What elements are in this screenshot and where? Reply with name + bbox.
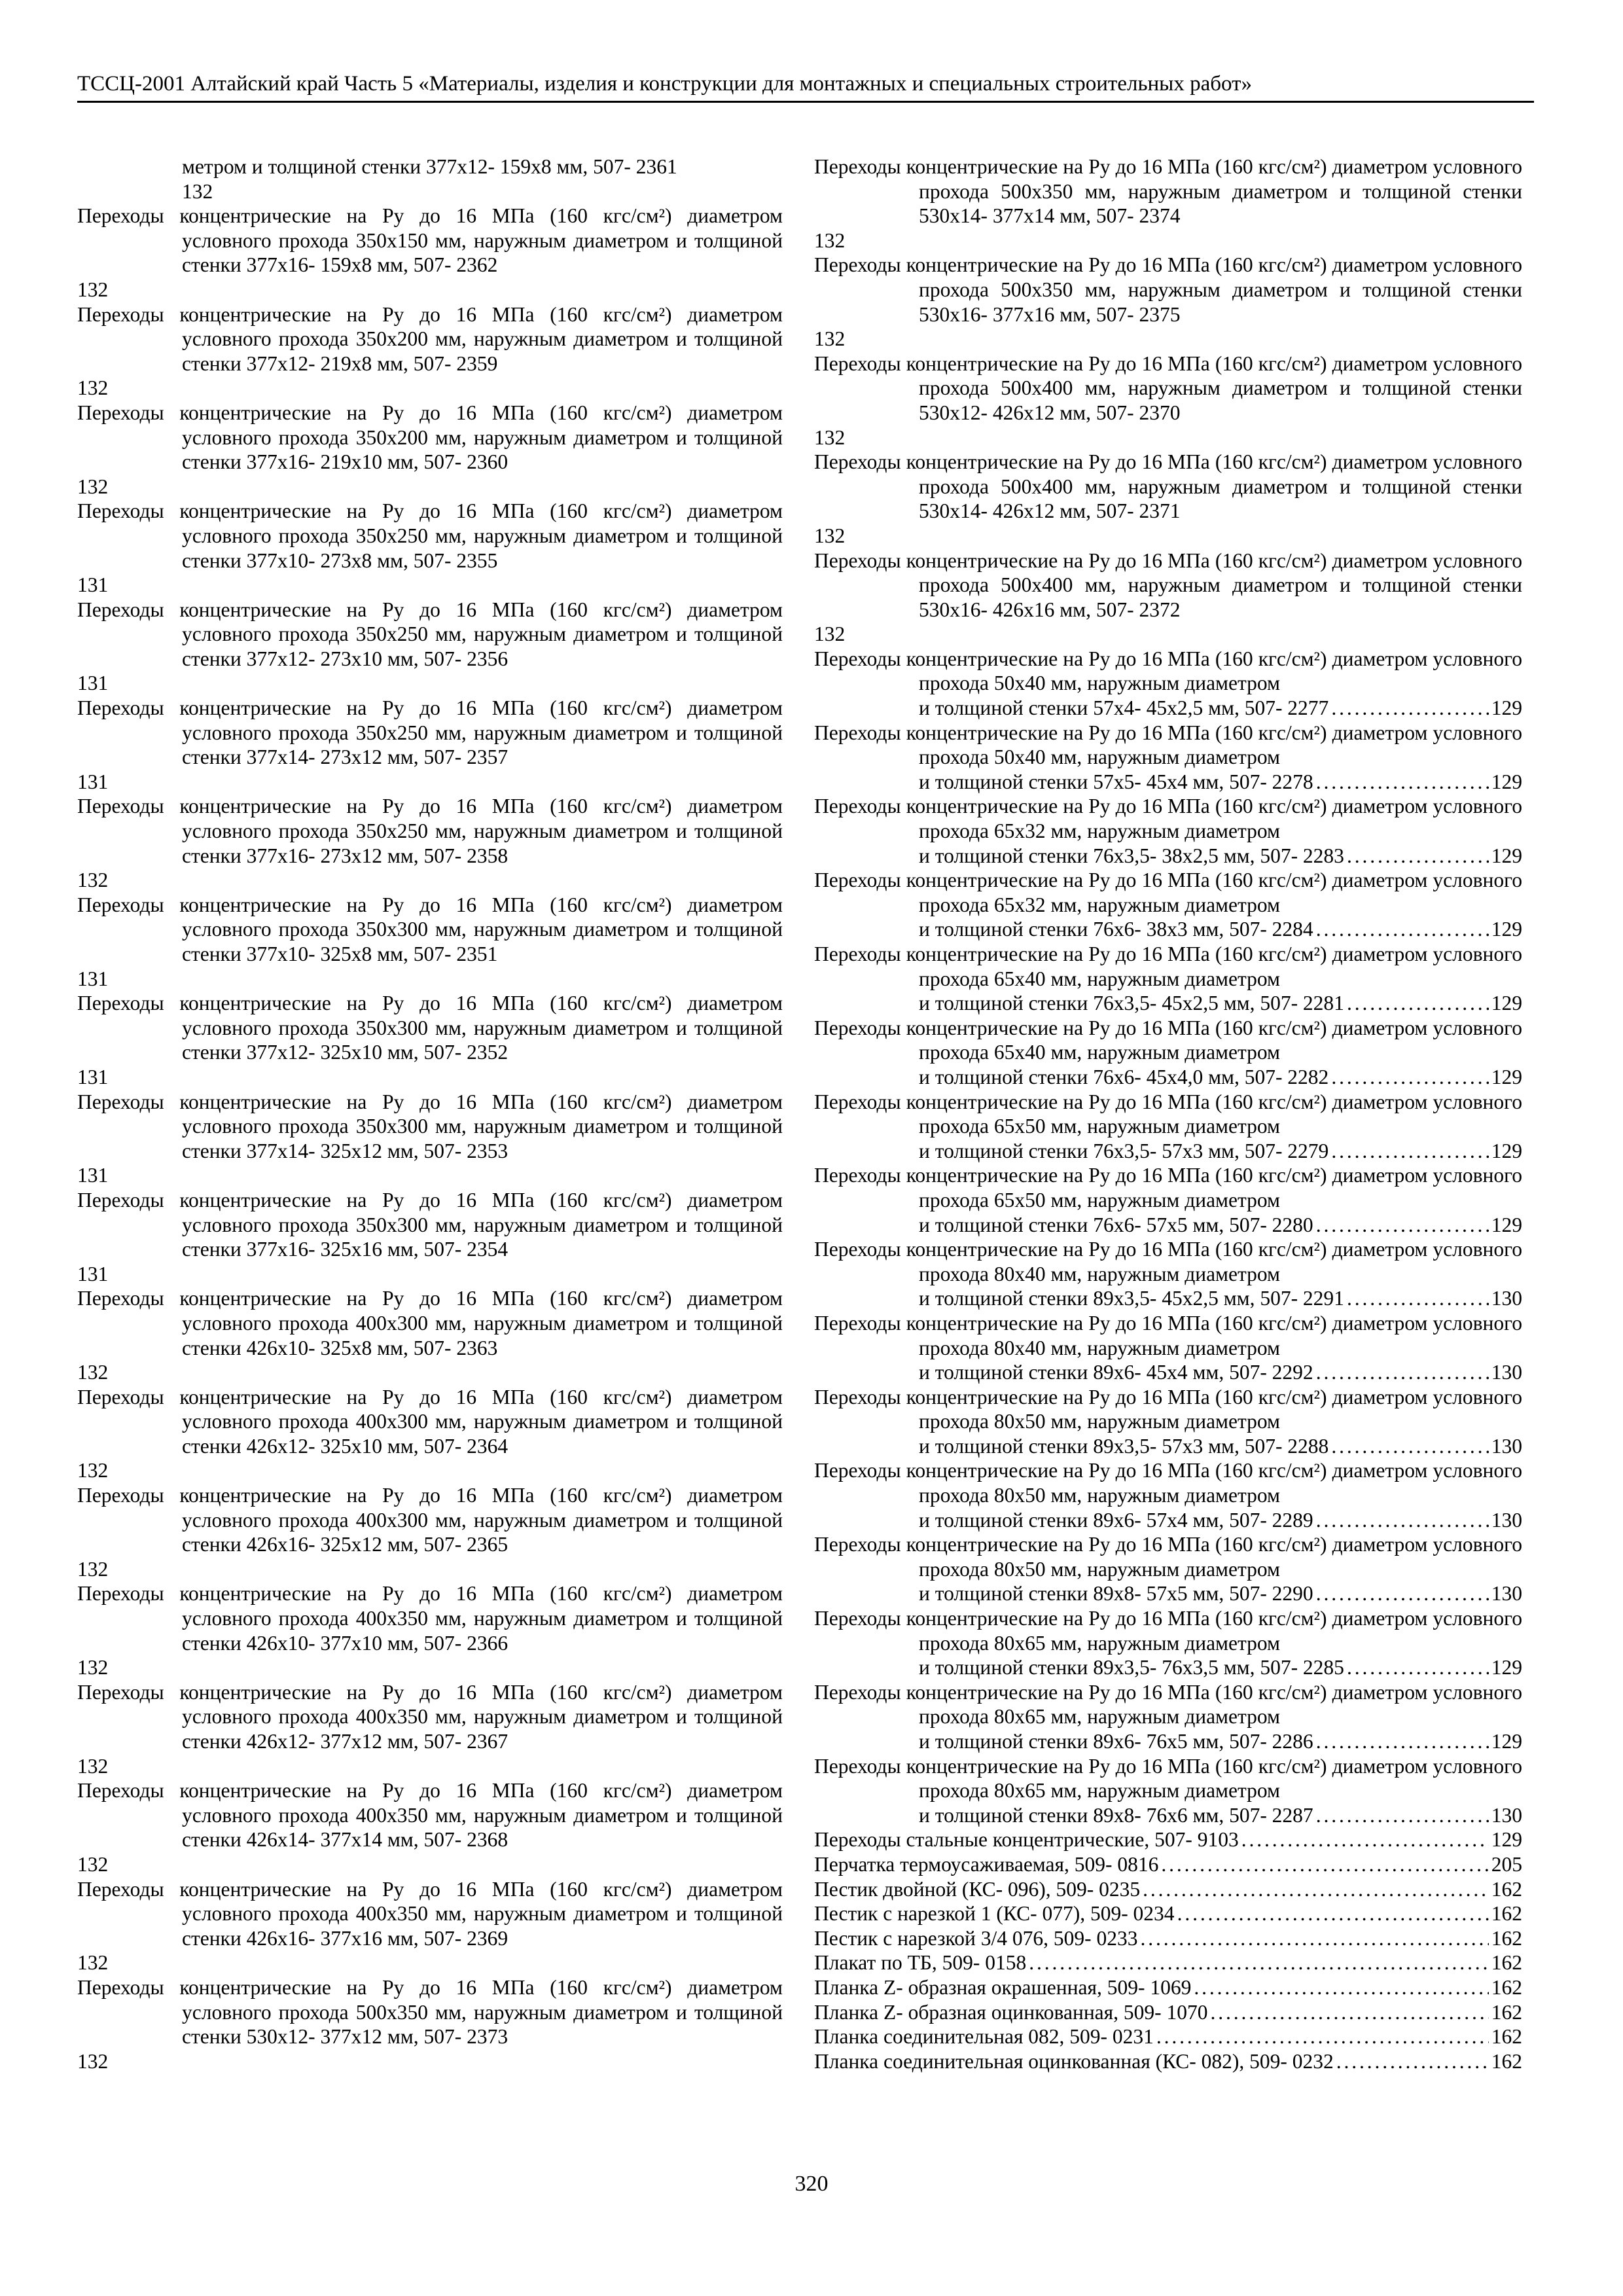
entry-text: Переходы концентрические на Ру до 16 МПа (160 кгс/см²) диаметром условного прохода 400x300 мм, наружным диаметром и толщиной стенки 426x10- 325x8 мм, 507- 2363 — [77, 1287, 783, 1359]
index-entry — [814, 942, 1522, 1016]
entry-tail: и толщиной стенки 89x3,5- 57x3 мм, 507- 2288 — [919, 1434, 1329, 1458]
leader-dots — [1347, 1655, 1489, 1680]
entry-last-line — [919, 1655, 1522, 1680]
entry-page: 129 — [1491, 1065, 1522, 1088]
entry-tail: и толщиной стенки 89x6- 76x5 мм, 507- 2286 — [919, 1730, 1313, 1753]
index-entry — [814, 2049, 1522, 2074]
entry-page: 132 — [814, 228, 846, 252]
index-entry — [77, 1581, 783, 1679]
entry-text: Переходы концентрические на Ру до 16 МПа (160 кгс/см²) диаметром условного прохода 350x300 мм, наружным диаметром и толщиной стенки 377x14- 325x12 мм, 507- 2353 — [77, 1090, 783, 1162]
entry-text: Переходы концентрические на Ру до 16 МПа (160 кгс/см²) диаметром условного прохода 65x50 мм, наружным диаметром — [814, 1090, 1522, 1138]
entry-page: 132 — [77, 1754, 109, 1778]
entry-text: Переходы концентрические на Ру до 16 МПа (160 кгс/см²) диаметром условного прохода 65x40 мм, наружным диаметром — [814, 1016, 1522, 1064]
entry-page: 130 — [1491, 1434, 1522, 1458]
entry-page: 132 — [77, 278, 109, 301]
index-entry — [814, 2000, 1522, 2025]
entry-page: 162 — [1491, 1877, 1522, 1901]
index-entry — [77, 1286, 783, 1384]
entry-last-line — [919, 844, 1522, 869]
entry-text: Переходы концентрические на Ру до 16 МПа (160 кгс/см²) диаметром условного прохода 400x300 мм, наружным диаметром и толщиной стенки 426x12- 325x10 мм, 507- 2364 — [77, 1385, 783, 1458]
index-entry — [814, 1975, 1522, 2000]
leader-dots — [1331, 1065, 1488, 1090]
entry-tail: и толщиной стенки 76x3,5- 57x3 мм, 507- 2279 — [919, 1139, 1329, 1162]
entry-text: Переходы концентрические на Ру до 16 МПа (160 кгс/см²) диаметром условного прохода 65x40 мм, наружным диаметром — [814, 942, 1522, 990]
entry-last-line — [919, 696, 1522, 721]
index-entry — [814, 1016, 1522, 1090]
index-entry — [814, 1385, 1522, 1459]
entry-page: 132 — [77, 869, 109, 892]
entry-text: Переходы концентрические на Ру до 16 МПа (160 кгс/см²) диаметром условного прохода 350x300 мм, наружным диаметром и толщиной стенки 377x12- 325x10 мм, 507- 2352 — [77, 992, 783, 1064]
entry-page: 132 — [814, 524, 846, 547]
index-entry — [77, 401, 783, 499]
page-number: 320 — [794, 2172, 829, 2196]
index-column-left — [77, 154, 783, 2073]
entry-text: Переходы концентрические на Ру до 16 МПа (160 кгс/см²) диаметром условного прохода 65x50 мм, наружным диаметром — [814, 1164, 1522, 1211]
entry-text: Переходы концентрические на Ру до 16 МПа (160 кгс/см²) диаметром условного прохода 400x350 мм, наружным диаметром и толщиной стенки 426x10- 377x10 мм, 507- 2366 — [77, 1582, 783, 1655]
entry-text: Переходы концентрические на Ру до 16 МПа (160 кгс/см²) диаметром условного прохода 65x32 мм, наружным диаметром — [814, 869, 1522, 916]
entry-tail: и толщиной стенки 89x8- 57x5 мм, 507- 2290 — [919, 1582, 1313, 1605]
entry-text: Переходы концентрические на Ру до 16 МПа (160 кгс/см²) диаметром условного прохода 50x40 мм, наружным диаметром — [814, 721, 1522, 769]
entry-page: 130 — [1491, 1287, 1522, 1310]
index-entry — [814, 548, 1522, 647]
entry-page: 129 — [1491, 992, 1522, 1015]
index-entry — [77, 1877, 783, 1975]
entry-tail: и толщиной стенки 76x6- 45x4,0 мм, 507- 2282 — [919, 1065, 1329, 1088]
index-entry — [814, 721, 1522, 795]
entry-page: 129 — [1491, 770, 1522, 793]
index-entry — [814, 1532, 1522, 1606]
index-entry — [814, 1606, 1522, 1680]
entry-text: Переходы концентрические на Ру до 16 МПа (160 кгс/см²) диаметром условного прохода 500x350 мм, наружным диаметром и толщиной стенки 530x12- 377x12 мм, 507- 2373 — [77, 1975, 783, 2049]
index-entry — [814, 1877, 1522, 1902]
entry-text: Переходы концентрические на Ру до 16 МПа (160 кгс/см²) диаметром условного прохода 80x40 мм, наружным диаметром — [814, 1238, 1522, 1285]
index-entry — [814, 1827, 1522, 1852]
entry-text: Перчатка термоусаживаемая, 509- 0816 — [814, 1852, 1159, 1876]
entry-text: Переходы концентрические на Ру до 16 МПа (160 кгс/см²) диаметром условного прохода 80x65 мм, наружным диаметром — [814, 1754, 1522, 1803]
entry-text: Переходы концентрические на Ру до 16 МПа (160 кгс/см²) диаметром условного прохода 400x350 мм, наружным диаметром и толщиной стенки 426x16- 377x16 мм, 507- 2369 — [77, 1877, 783, 1950]
leader-dots — [1161, 1852, 1488, 1877]
entry-text: Переходы концентрические на Ру до 16 МПа (160 кгс/см²) диаметром условного прохода 80x65 мм, наружным диаметром — [814, 1607, 1522, 1655]
entry-page: 205 — [1491, 1852, 1522, 1876]
entry-last-line — [919, 991, 1522, 1016]
index-column-right — [814, 154, 1522, 2073]
index-entry — [814, 253, 1522, 351]
leader-dots — [1143, 1877, 1489, 1902]
entry-text: Переходы концентрические на Ру до 16 МПа (160 кгс/см²) диаметром условного прохода 400x350 мм, наружным диаметром и толщиной стенки 426x14- 377x14 мм, 507- 2368 — [77, 1779, 783, 1852]
entry-last-line — [919, 770, 1522, 795]
entry-page: 162 — [1491, 2025, 1522, 2049]
leader-dots — [1316, 1729, 1489, 1754]
entry-page: 162 — [1491, 2000, 1522, 2024]
index-entry — [77, 204, 783, 302]
entry-page: 132 — [814, 425, 846, 449]
entry-text: Планка Z- образная оцинкованная, 509- 1070 — [814, 2000, 1208, 2024]
leader-dots — [1331, 696, 1488, 721]
entry-page: 131 — [77, 1164, 109, 1187]
entry-text: Переходы стальные концентрические, 507- 9103 — [814, 1828, 1239, 1852]
entry-last-line — [919, 1213, 1522, 1238]
entry-page: 129 — [1491, 844, 1522, 867]
entry-page: 129 — [1491, 918, 1522, 941]
entry-text: Переходы концентрические на Ру до 16 МПа (160 кгс/см²) диаметром условного прохода 400x300 мм, наружным диаметром и толщиной стенки 426x16- 325x12 мм, 507- 2365 — [77, 1484, 783, 1556]
entry-text: Пестик двойной (КС- 096), 509- 0235 — [814, 1877, 1141, 1901]
index-entry — [814, 1163, 1522, 1237]
index-entry — [814, 2024, 1522, 2049]
leader-dots — [1331, 1139, 1488, 1164]
entry-page: 162 — [1491, 1902, 1522, 1926]
entry-text: Переходы концентрические на Ру до 16 МПа (160 кгс/см²) диаметром условного прохода 350x300 мм, наружным диаметром и толщиной стенки 377x16- 325x16 мм, 507- 2354 — [77, 1188, 783, 1261]
entry-page: 130 — [1491, 1508, 1522, 1532]
entry-page: 132 — [77, 1459, 109, 1482]
index-entry — [814, 351, 1522, 450]
entry-page: 131 — [77, 1262, 109, 1285]
entry-tail: и толщиной стенки 76x6- 38x3 мм, 507- 2284 — [919, 918, 1313, 941]
entry-page: 132 — [182, 179, 213, 203]
entry-text: Переходы концентрические на Ру до 16 МПа (160 кгс/см²) диаметром условного прохода 80x40 мм, наружным диаметром — [814, 1311, 1522, 1359]
entry-text: Переходы концентрические на Ру до 16 МПа (160 кгс/см²) диаметром условного прохода 350x300 мм, наружным диаметром и толщиной стенки 377x10- 325x8 мм, 507- 2351 — [77, 893, 783, 965]
index-entry — [77, 893, 783, 991]
entry-page: 162 — [1491, 1975, 1522, 1999]
entry-text: метром и толщиной стенки 377x12- 159x8 мм, 507- 2361 — [182, 155, 677, 178]
entry-tail: и толщиной стенки 89x3,5- 76x3,5 мм, 507- 2285 — [919, 1656, 1344, 1679]
leader-dots — [1347, 991, 1489, 1016]
entry-text: Пестик с нарезкой 1 (КС- 077), 509- 0234 — [814, 1902, 1175, 1926]
leader-dots — [1331, 1434, 1488, 1459]
index-entry — [814, 154, 1522, 253]
index-entry — [77, 302, 783, 401]
index-entry — [814, 1311, 1522, 1385]
entry-text: Переходы концентрические на Ру до 16 МПа (160 кгс/см²) диаметром условного прохода 350x200 мм, наружным диаметром и толщиной стенки 377x16- 219x10 мм, 507- 2360 — [77, 401, 783, 474]
index-entry — [814, 1090, 1522, 1164]
entry-text: Переходы концентрические на Ру до 16 МПа (160 кгс/см²) диаметром условного прохода 80x50 мм, наружным диаметром — [814, 1385, 1522, 1433]
entry-tail: и толщиной стенки 57x4- 45x2,5 мм, 507- 2277 — [919, 696, 1329, 720]
entry-text: Переходы концентрические на Ру до 16 МПа (160 кгс/см²) диаметром условного прохода 500x350 мм, наружным диаметром и толщиной стенки 530x16- 377x16 мм, 507- 2375 — [814, 253, 1522, 326]
entry-tail: и толщиной стенки 76x3,5- 38x2,5 мм, 507- 2283 — [919, 844, 1344, 867]
entry-text: Планка соединительная оцинкованная (КС- 082), 509- 0232 — [814, 2049, 1334, 2073]
entry-page: 132 — [77, 2049, 109, 2073]
entry-text: Переходы концентрические на Ру до 16 МПа (160 кгс/см²) диаметром условного прохода 350x250 мм, наружным диаметром и толщиной стенки 377x10- 273x8 мм, 507- 2355 — [77, 499, 783, 572]
entry-last-line — [919, 1803, 1522, 1828]
entry-page: 132 — [77, 1361, 109, 1384]
entry-page: 162 — [1491, 1926, 1522, 1950]
index-entry — [77, 1778, 783, 1876]
entry-page: 132 — [77, 376, 109, 400]
entry-page: 129 — [1491, 1213, 1522, 1236]
entry-last-line — [919, 1065, 1522, 1090]
index-entry — [814, 1950, 1522, 1975]
leader-dots — [1316, 1581, 1489, 1606]
leader-dots — [1347, 844, 1489, 869]
entry-text: Переходы концентрические на Ру до 16 МПа (160 кгс/см²) диаметром условного прохода 350x250 мм, наружным диаметром и толщиной стенки 377x14- 273x12 мм, 507- 2357 — [77, 696, 783, 769]
index-entry — [814, 1852, 1522, 1877]
entry-text: Планка Z- образная окрашенная, 509- 1069 — [814, 1975, 1192, 1999]
entry-tail: и толщиной стенки 76x3,5- 45x2,5 мм, 507- 2281 — [919, 992, 1344, 1015]
entry-text: Переходы концентрические на Ру до 16 МПа (160 кгс/см²) диаметром условного прохода 65x32 мм, наружным диаметром — [814, 795, 1522, 843]
entry-last-line — [919, 1508, 1522, 1533]
entry-page: 130 — [1491, 1361, 1522, 1384]
leader-dots — [1194, 1975, 1488, 2000]
leader-dots — [1156, 2024, 1489, 2049]
entry-page: 132 — [77, 1951, 109, 1975]
entry-text: Переходы концентрические на Ру до 16 МПа (160 кгс/см²) диаметром условного прохода 80x50 мм, наружным диаметром — [814, 1533, 1522, 1581]
entry-page: 132 — [77, 475, 109, 498]
index-entry — [77, 499, 783, 597]
index-entry — [814, 794, 1522, 868]
entry-page: 131 — [77, 770, 109, 793]
entry-last-line — [919, 1139, 1522, 1164]
leader-dots — [1316, 1213, 1489, 1238]
index-entry — [77, 1680, 783, 1778]
leader-dots — [1336, 2049, 1489, 2074]
leader-dots — [1241, 1827, 1489, 1852]
index-entry — [814, 1458, 1522, 1532]
entry-text: Переходы концентрические на Ру до 16 МПа (160 кгс/см²) диаметром условного прохода 500x400 мм, наружным диаметром и толщиной стенки 530x12- 426x12 мм, 507- 2370 — [814, 351, 1522, 424]
entry-tail: и толщиной стенки 57x5- 45x4 мм, 507- 2278 — [919, 770, 1313, 793]
index-entry — [77, 991, 783, 1089]
entry-page: 162 — [1491, 1951, 1522, 1975]
running-header: ТССЦ-2001 Алтайский край Часть 5 «Материалы, изделия и конструкции для монтажных и специальных строительных работ» — [77, 71, 1534, 103]
index-entry — [814, 450, 1522, 548]
entry-last-line — [919, 1286, 1522, 1311]
index-entry — [77, 1385, 783, 1483]
index-entry — [814, 1237, 1522, 1311]
entry-text: Переходы концентрические на Ру до 16 МПа (160 кгс/см²) диаметром условного прохода 500x400 мм, наружным диаметром и толщиной стенки 530x14- 426x12 мм, 507- 2371 — [814, 450, 1522, 523]
entry-page: 129 — [1491, 696, 1522, 720]
entry-tail: и толщиной стенки 89x3,5- 45x2,5 мм, 507- 2291 — [919, 1287, 1344, 1310]
entry-text: Переходы концентрические на Ру до 16 МПа (160 кгс/см²) диаметром условного прохода 500x400 мм, наружным диаметром и толщиной стенки 530x16- 426x16 мм, 507- 2372 — [814, 548, 1522, 621]
entry-page: 129 — [1491, 1828, 1522, 1852]
entry-text: Переходы концентрические на Ру до 16 МПа (160 кгс/см²) диаметром условного прохода 50x40 мм, наружным диаметром — [814, 647, 1522, 695]
entry-tail: и толщиной стенки 89x6- 57x4 мм, 507- 2289 — [919, 1508, 1313, 1532]
entry-page: 131 — [77, 1065, 109, 1088]
entry-text: Переходы концентрические на Ру до 16 МПа (160 кгс/см²) диаметром условного прохода 350x250 мм, наружным диаметром и толщиной стенки 377x12- 273x10 мм, 507- 2356 — [77, 598, 783, 670]
entry-page: 132 — [814, 327, 846, 351]
entry-tail: и толщиной стенки 76x6- 57x5 мм, 507- 2280 — [919, 1213, 1313, 1236]
leader-dots — [1316, 1508, 1489, 1533]
index-entry — [814, 1901, 1522, 1926]
entry-text: Переходы концентрические на Ру до 16 МПа (160 кгс/см²) диаметром условного прохода 80x50 мм, наружным диаметром — [814, 1459, 1522, 1507]
entry-text: Переходы концентрические на Ру до 16 МПа (160 кгс/см²) диаметром условного прохода 80x65 мм, наружным диаметром — [814, 1680, 1522, 1729]
index-entry — [77, 598, 783, 696]
index-entry — [77, 1975, 783, 2073]
entry-last-line — [919, 1434, 1522, 1459]
entry-page: 131 — [77, 573, 109, 597]
index-entry — [814, 1754, 1522, 1828]
index-entry — [77, 154, 783, 204]
leader-dots — [1140, 1926, 1488, 1951]
entry-text: Переходы концентрические на Ру до 16 МПа (160 кгс/см²) диаметром условного прохода 500x350 мм, наружным диаметром и толщиной стенки 530x14- 377x14 мм, 507- 2374 — [814, 155, 1522, 228]
entry-page: 129 — [1491, 1656, 1522, 1679]
entry-last-line — [919, 917, 1522, 942]
index-entry — [814, 647, 1522, 721]
index-entry — [77, 794, 783, 892]
index-entry — [77, 1483, 783, 1581]
entry-text: Переходы концентрические на Ру до 16 МПа (160 кгс/см²) диаметром условного прохода 400x350 мм, наружным диаметром и толщиной стенки 426x12- 377x12 мм, 507- 2367 — [77, 1680, 783, 1753]
leader-dots — [1316, 1360, 1489, 1385]
entry-text: Переходы концентрические на Ру до 16 МПа (160 кгс/см²) диаметром условного прохода 350x250 мм, наружным диаметром и толщиной стенки 377x16- 273x12 мм, 507- 2358 — [77, 795, 783, 867]
entry-tail: и толщиной стенки 89x6- 45x4 мм, 507- 2292 — [919, 1361, 1313, 1384]
leader-dots — [1211, 2000, 1489, 2025]
leader-dots — [1316, 917, 1489, 942]
entry-page: 132 — [77, 1557, 109, 1581]
entry-text: Переходы концентрические на Ру до 16 МПа (160 кгс/см²) диаметром условного прохода 350x200 мм, наружным диаметром и толщиной стенки 377x12- 219x8 мм, 507- 2359 — [77, 302, 783, 375]
entry-last-line — [919, 1581, 1522, 1606]
index-entry — [77, 1090, 783, 1188]
index-entry — [814, 868, 1522, 942]
entry-page: 131 — [77, 672, 109, 695]
entry-page: 132 — [77, 1656, 109, 1679]
leader-dots — [1316, 1803, 1489, 1828]
entry-page: 132 — [814, 622, 846, 646]
leader-dots — [1316, 770, 1489, 795]
entry-text: Переходы концентрические на Ру до 16 МПа (160 кгс/см²) диаметром условного прохода 350x150 мм, наружным диаметром и толщиной стенки 377x16- 159x8 мм, 507- 2362 — [77, 204, 783, 277]
index-entry — [77, 696, 783, 794]
index-entry — [814, 1680, 1522, 1754]
entry-page: 130 — [1491, 1803, 1522, 1827]
entry-page: 129 — [1491, 1730, 1522, 1753]
leader-dots — [1347, 1286, 1489, 1311]
entry-text: Планка соединительная 082, 509- 0231 — [814, 2025, 1154, 2049]
index-entry — [77, 1188, 783, 1286]
leader-dots — [1177, 1901, 1489, 1926]
entry-last-line — [919, 1360, 1522, 1385]
entry-page: 131 — [77, 967, 109, 990]
entry-page: 129 — [1491, 1139, 1522, 1162]
entry-page: 130 — [1491, 1582, 1522, 1605]
entry-text: Плакат по ТБ, 509- 0158 — [814, 1951, 1027, 1975]
index-entry — [814, 1926, 1522, 1951]
leader-dots — [1029, 1950, 1488, 1975]
entry-text: Пестик с нарезкой 3/4 076, 509- 0233 — [814, 1926, 1138, 1950]
entry-page: 132 — [77, 1852, 109, 1876]
entry-tail: и толщиной стенки 89x8- 76x6 мм, 507- 2287 — [919, 1803, 1313, 1827]
entry-page: 162 — [1491, 2049, 1522, 2073]
entry-last-line — [919, 1729, 1522, 1754]
